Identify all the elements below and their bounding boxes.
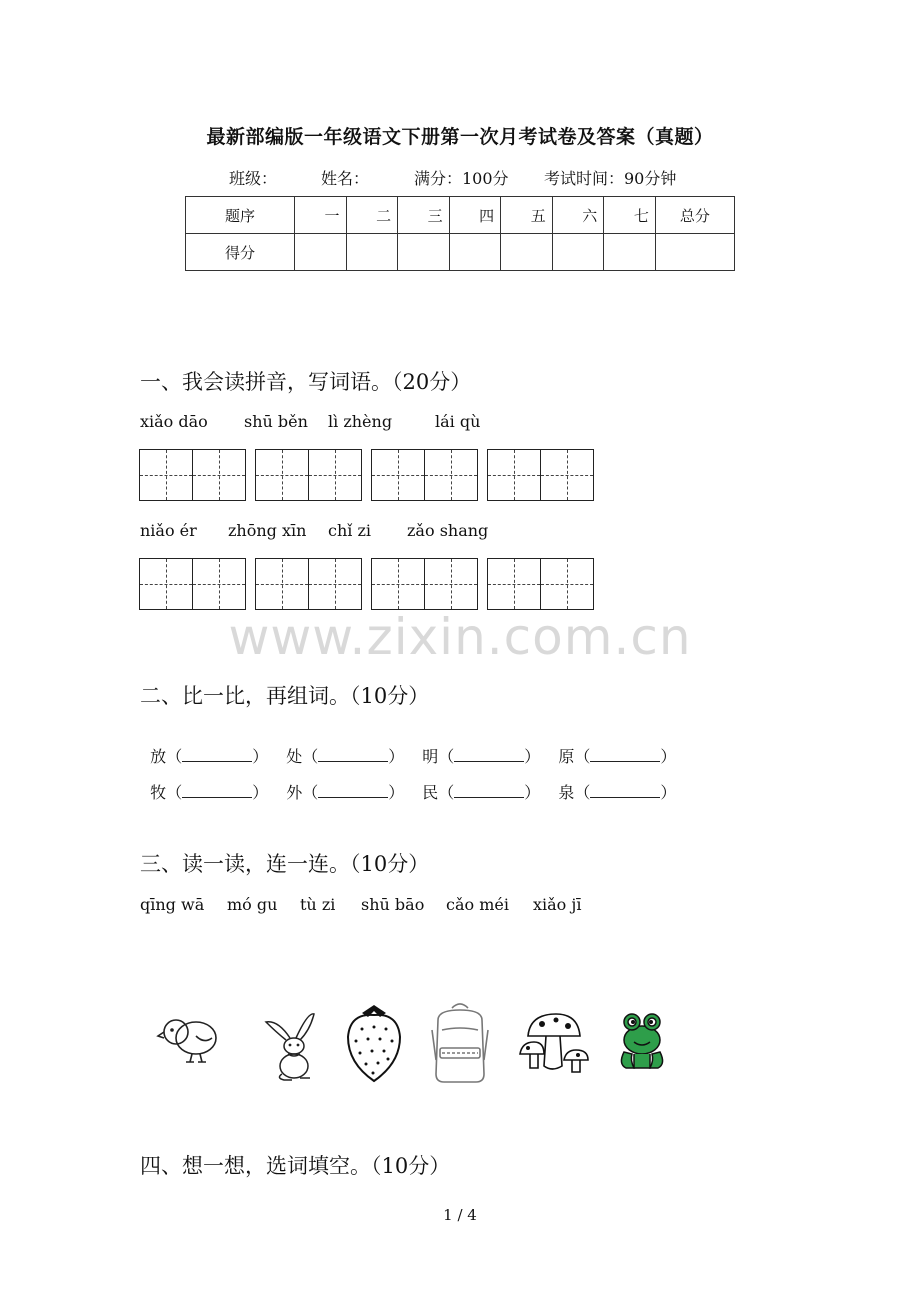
class-label: 班级：	[229, 169, 278, 188]
answer-blank[interactable]	[590, 783, 660, 798]
score-table-header-row	[186, 197, 735, 234]
writing-cell[interactable]	[308, 559, 361, 609]
writing-cell[interactable]	[488, 559, 540, 609]
answer-blank[interactable]	[318, 747, 388, 762]
score-cell[interactable]	[501, 234, 553, 271]
word-fill-item: 牧（ ）	[150, 783, 269, 802]
page-number: 1 / 4	[443, 1206, 477, 1224]
char: 放	[150, 747, 167, 766]
writing-cell[interactable]	[540, 559, 593, 609]
score-cell[interactable]	[552, 234, 604, 271]
column-7: 七	[604, 197, 656, 234]
column-1: 一	[295, 197, 347, 234]
writing-cell[interactable]	[192, 559, 245, 609]
name-label: 姓名：	[321, 169, 370, 188]
answer-blank[interactable]	[182, 783, 252, 798]
word-fill-item: 民（ ）	[422, 783, 541, 802]
score-cell[interactable]	[398, 234, 450, 271]
score-cell[interactable]	[449, 234, 501, 271]
column-5: 五	[501, 197, 553, 234]
strawberry-icon[interactable]	[344, 1001, 404, 1083]
pinyin-label: xiǎo jī	[533, 895, 582, 914]
exam-time: 考试时间：90分钟	[544, 169, 677, 188]
pinyin-label: zhōng xīn	[228, 521, 307, 540]
watermark: www.zixin.com.cn	[228, 608, 692, 666]
score-cell[interactable]	[655, 234, 734, 271]
section3-heading: 三、读一读，连一连。（10分）	[140, 852, 430, 876]
writing-cell[interactable]	[308, 450, 361, 500]
pinyin-label: shū bāo	[361, 895, 425, 914]
writing-cell[interactable]	[372, 559, 424, 609]
char: 原	[558, 747, 575, 766]
pinyin-label: niǎo ér	[140, 521, 197, 540]
answer-blank[interactable]	[318, 783, 388, 798]
writing-grid[interactable]	[255, 558, 362, 610]
word-fill-item: 外（ ）	[286, 783, 405, 802]
writing-grid[interactable]	[255, 449, 362, 501]
pinyin-label: chǐ zi	[328, 521, 372, 540]
column-3: 三	[398, 197, 450, 234]
char: 处	[286, 747, 303, 766]
writing-grid[interactable]	[371, 449, 478, 501]
writing-grid[interactable]	[487, 558, 594, 610]
writing-cell[interactable]	[424, 559, 477, 609]
pinyin-label: tù zi	[300, 895, 336, 914]
writing-cell[interactable]	[256, 450, 308, 500]
word-fill-item: 泉（ ）	[558, 783, 677, 802]
row-label: 得分	[186, 234, 295, 271]
pinyin-label: lì zhèng	[328, 412, 393, 431]
pinyin-label: mó gu	[227, 895, 278, 914]
column-2: 二	[346, 197, 398, 234]
writing-grid[interactable]	[487, 449, 594, 501]
section1-heading: 一、我会读拼音，写词语。（20分）	[140, 370, 472, 394]
backpack-icon[interactable]	[428, 1000, 492, 1084]
word-fill-row	[140, 761, 694, 803]
section4-heading: 四、想一想，选词填空。（10分）	[140, 1154, 451, 1178]
column-4: 四	[449, 197, 501, 234]
pinyin-label: lái qù	[435, 412, 481, 431]
word-fill-item: 原（ ）	[558, 747, 677, 766]
char: 外	[286, 783, 303, 802]
writing-grid[interactable]	[371, 558, 478, 610]
header-label: 题序	[186, 197, 295, 234]
answer-blank[interactable]	[590, 747, 660, 762]
word-fill-item: 处（ ）	[286, 747, 405, 766]
frog-icon[interactable]	[616, 1010, 668, 1074]
rabbit-icon[interactable]	[260, 1008, 324, 1082]
writing-cell[interactable]	[424, 450, 477, 500]
pinyin-label: xiǎo dāo	[140, 412, 208, 431]
score-cell[interactable]	[295, 234, 347, 271]
char: 泉	[558, 783, 575, 802]
pinyin-label: qīng wā	[140, 895, 205, 914]
full-score: 满分：100分	[414, 169, 509, 188]
column-6: 六	[552, 197, 604, 234]
answer-blank[interactable]	[454, 783, 524, 798]
writing-cell[interactable]	[256, 559, 308, 609]
writing-cell[interactable]	[140, 450, 192, 500]
page-title: 最新部编版一年级语文下册第一次月考试卷及答案（真题）	[206, 126, 714, 148]
char: 明	[422, 747, 439, 766]
writing-cell[interactable]	[488, 450, 540, 500]
pinyin-label: cǎo méi	[446, 895, 509, 914]
total-label: 总分	[655, 197, 734, 234]
score-table	[185, 196, 735, 271]
writing-cell[interactable]	[372, 450, 424, 500]
writing-cell[interactable]	[140, 559, 192, 609]
char: 民	[422, 783, 439, 802]
word-fill-item: 放（ ）	[150, 747, 269, 766]
writing-cell[interactable]	[540, 450, 593, 500]
char: 牧	[150, 783, 167, 802]
score-cell[interactable]	[346, 234, 398, 271]
writing-cell[interactable]	[192, 450, 245, 500]
answer-blank[interactable]	[182, 747, 252, 762]
score-table-score-row	[186, 234, 735, 271]
answer-blank[interactable]	[454, 747, 524, 762]
word-fill-item: 明（ ）	[422, 747, 541, 766]
pinyin-label: zǎo shang	[407, 521, 489, 540]
writing-grid[interactable]	[139, 449, 246, 501]
pinyin-label: shū běn	[244, 412, 308, 431]
mushroom-icon[interactable]	[516, 1010, 592, 1076]
writing-grid[interactable]	[139, 558, 246, 610]
chick-icon[interactable]	[152, 1010, 224, 1066]
section2-heading: 二、比一比，再组词。（10分）	[140, 684, 430, 708]
score-cell[interactable]	[604, 234, 656, 271]
